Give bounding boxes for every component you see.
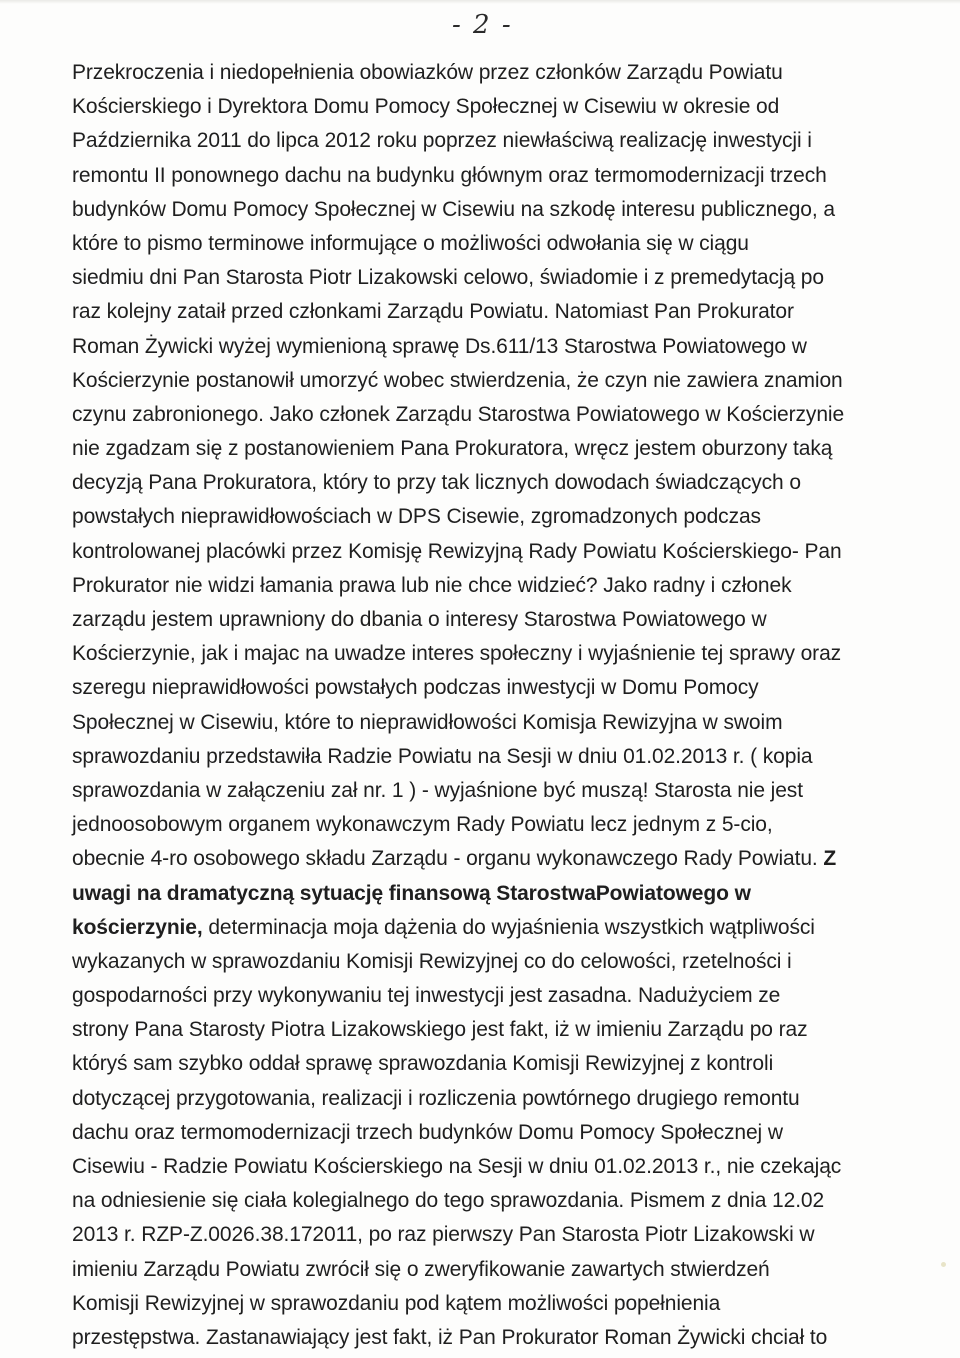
text-line bbox=[72, 1321, 892, 1355]
text-line bbox=[72, 227, 892, 261]
text-line bbox=[72, 1287, 892, 1321]
line-text: przestępstwa. Zastanawiający jest fakt, iż Pan Prokurator Roman Żywicki chciał to bbox=[72, 1325, 828, 1349]
line-text: Społecznej w Cisewiu, które to nieprawidłowości Komisja Rewizyjna w swoim bbox=[72, 710, 783, 734]
text-line bbox=[72, 159, 892, 193]
line-text: remontu II ponownego dachu na budynku głównym oraz termomodernizacji trzech bbox=[72, 163, 827, 187]
line-text: dotyczącej przygotowania, realizacji i rozliczenia powtórnego drugiego remontu bbox=[72, 1086, 800, 1110]
line-text: na odniesienie się ciała kolegialnego do tego sprawozdania. Pismem z dnia 12.02 bbox=[72, 1189, 825, 1213]
line-text: 2013 r. RZP-Z.0026.38.172011, po raz pierwszy Pan Starosta Piotr Lizakowski w bbox=[72, 1223, 815, 1247]
line-text: dachu oraz termomodernizacji trzech budynków Domu Pomocy Społecznej w bbox=[72, 1120, 783, 1144]
line-text: Kościerzynie postanowił umorzyć wobec stwierdzenia, że czyn nie zawiera znamion bbox=[72, 368, 843, 392]
text-line bbox=[72, 193, 892, 227]
bold-text-span: Z bbox=[817, 847, 837, 871]
text-line bbox=[72, 1116, 892, 1150]
text-line bbox=[72, 603, 892, 637]
text-line bbox=[72, 500, 892, 534]
text-line bbox=[72, 1253, 892, 1287]
line-text: sprawozdaniu przedstawiła Radzie Powiatu na Sesji w dniu 01.02.2013 r. ( kopia bbox=[72, 744, 813, 768]
text-line bbox=[72, 90, 892, 124]
line-text: budynków Domu Pomocy Społecznej w Cisewiu na szkodę interesu publicznego, a bbox=[72, 197, 835, 221]
line-text: imieniu Zarządu Powiatu zwrócił się o zweryfikowanie zawartych stwierdzeń bbox=[72, 1257, 770, 1281]
bold-text-span: uwagi na dramatyczną sytuację finansową StarostwaPowiatowego w bbox=[72, 881, 751, 905]
text-line bbox=[72, 569, 892, 603]
line-text: gospodarności przy wykonywaniu tej inwestycji jest zasadna. Nadużyciem ze bbox=[72, 984, 781, 1008]
text-line bbox=[72, 945, 892, 979]
line-text: raz kolejny zataił przed członkami Zarządu Powiatu. Natomiast Pan Prokurator bbox=[72, 300, 794, 324]
line-text: Roman Żywicki wyżej wymienioną sprawę Ds.611/13 Starostwa Powiatowego w bbox=[72, 334, 807, 358]
text-line bbox=[72, 842, 892, 876]
line-text: któryś sam szybko oddał sprawę sprawozdania Komisji Rewizyjnej z kontroli bbox=[72, 1052, 774, 1076]
text-line bbox=[72, 261, 892, 295]
text-line bbox=[72, 1013, 892, 1047]
text-line bbox=[72, 706, 892, 740]
line-text: powstałych nieprawidłowościach w DPS Cisewie, zgromadzonych podczas bbox=[72, 505, 761, 529]
line-text: determinacja moja dążenia do wyjaśnienia wszystkich wątpliwości bbox=[202, 915, 815, 939]
line-text: siedmiu dni Pan Starosta Piotr Lizakowski celowo, świadomie i z premedytacją po bbox=[72, 266, 824, 290]
text-line bbox=[72, 432, 892, 466]
text-line bbox=[72, 911, 892, 945]
line-text: szeregu nieprawidłowości powstałych podczas inwestycji w Domu Pomocy bbox=[72, 676, 759, 700]
line-text: obecnie 4-ro osobowego składu Zarządu - organu wykonawczego Rady Powiatu. bbox=[72, 847, 818, 871]
line-text: sprawozdania w załączeniu zał nr. 1 ) - wyjaśnione być muszą! Starosta nie jest bbox=[72, 778, 803, 802]
line-text: strony Pana Starosty Piotra Lizakowskiego jest fakt, iż w imieniu Zarządu po raz bbox=[72, 1018, 808, 1042]
text-line bbox=[72, 1184, 892, 1218]
text-line bbox=[72, 774, 892, 808]
text-line bbox=[72, 1218, 892, 1252]
text-line bbox=[72, 740, 892, 774]
page-number: - 2 - bbox=[452, 10, 513, 40]
text-line bbox=[72, 398, 892, 432]
text-line bbox=[72, 637, 892, 671]
text-line bbox=[72, 808, 892, 842]
line-text: Października 2011 do lipca 2012 roku poprzez niewłaściwą realizację inwestycji i bbox=[72, 129, 812, 153]
text-line bbox=[72, 877, 892, 911]
line-text: Prokurator nie widzi łamania prawa lub nie chce widzieć? Jako radny i członek bbox=[72, 573, 792, 597]
line-text: Kościerskiego i Dyrektora Domu Pomocy Społecznej w Cisewiu w okresie od bbox=[72, 95, 780, 119]
text-line bbox=[72, 535, 892, 569]
bold-text-span: kościerzynie, bbox=[72, 915, 203, 939]
line-text: jednoosobowym organem wykonawczym Rady Powiatu lecz jednym z 5-cio, bbox=[72, 813, 773, 837]
text-line bbox=[72, 1082, 892, 1116]
line-text: zarządu jestem uprawniony do dbania o interesy Starostwa Powiatowego w bbox=[72, 608, 767, 631]
line-text: decyzją Pana Prokuratora, który to przy tak licznych dowodach świadczących o bbox=[72, 471, 801, 495]
page-top-edge bbox=[0, 0, 960, 4]
letter-body-text bbox=[72, 56, 892, 1355]
text-line bbox=[72, 466, 892, 500]
paper-speck bbox=[941, 1262, 946, 1267]
text-line bbox=[72, 671, 892, 705]
line-text: kontrolowanej placówki przez Komisję Rewizyjną Rady Powiatu Kościerskiego- Pan bbox=[72, 539, 842, 563]
text-line bbox=[72, 364, 892, 398]
text-line bbox=[72, 1150, 892, 1184]
text-line bbox=[72, 295, 892, 329]
line-text: czynu zabronionego. Jako członek Zarządu Starostwa Powiatowego w Kościerzynie bbox=[72, 402, 845, 426]
line-text: Komisji Rewizyjnej w sprawozdaniu pod kątem możliwości popełnienia bbox=[72, 1291, 721, 1315]
line-text: Cisewiu - Radzie Powiatu Kościerskiego na Sesji w dniu 01.02.2013 r., nie czekając bbox=[72, 1155, 842, 1178]
text-line bbox=[72, 1047, 892, 1081]
line-text: które to pismo terminowe informujące o możliwości odwołania się w ciągu bbox=[72, 231, 749, 255]
text-line bbox=[72, 979, 892, 1013]
text-line bbox=[72, 330, 892, 364]
line-text: wykazanych w sprawozdaniu Komisji Rewizyjnej co do celowości, rzetelności i bbox=[72, 949, 792, 973]
text-line bbox=[72, 56, 892, 90]
line-text: nie zgadzam się z postanowieniem Pana Prokuratora, wręcz jestem oburzony taką bbox=[72, 437, 833, 461]
line-text: Kościerzynie, jak i majac na uwadze interes społeczny i wyjaśnienie tej sprawy oraz bbox=[72, 642, 842, 666]
line-text: Przekroczenia i niedopełnienia obowiazków przez członków Zarządu Powiatu bbox=[72, 61, 783, 84]
text-line bbox=[72, 124, 892, 158]
